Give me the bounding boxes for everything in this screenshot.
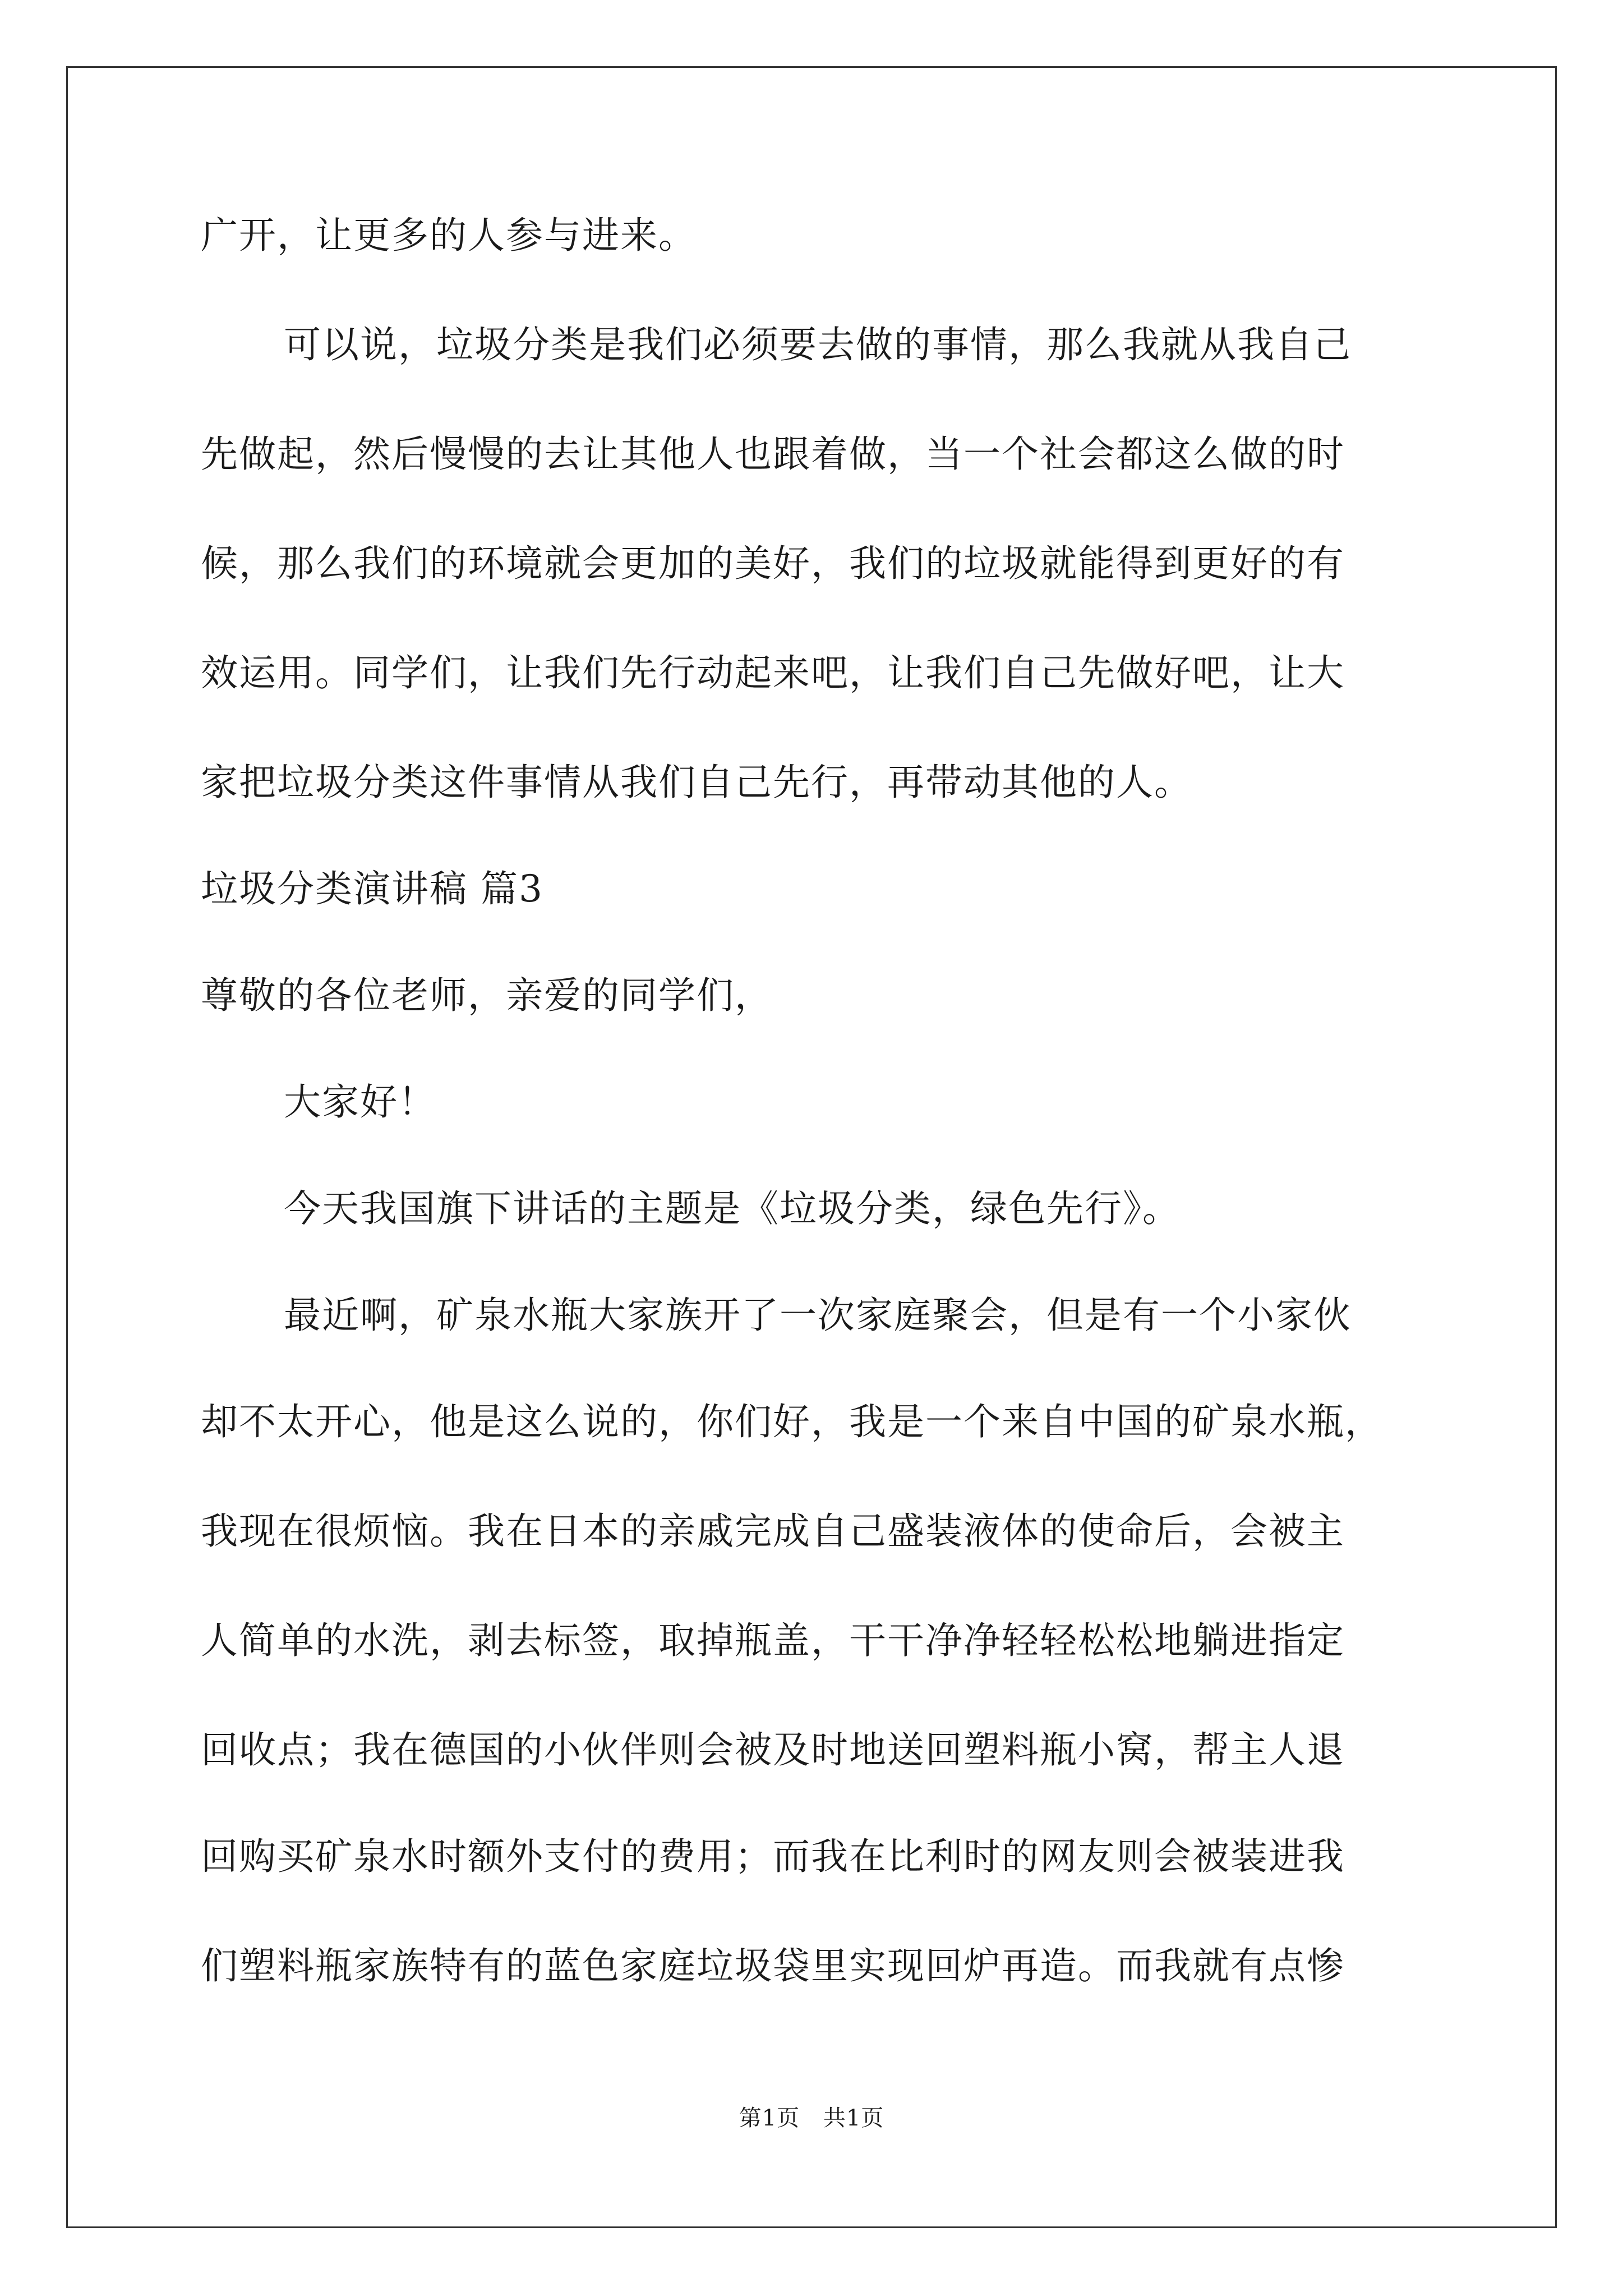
text-line-11: 最近啊，矿泉水瓶大家族开了一次家庭聚会，但是有一个小家伙 [284, 1294, 1352, 1337]
page-number: 第1页 [739, 2105, 800, 2131]
text-line-14: 人简单的水洗，剥去标签，取掉瓶盖，干干净净轻轻松松地躺进指定 [201, 1619, 1345, 1662]
text-line-15: 回收点；我在德国的小伙伴则会被及时地送回塑料瓶小窝，帮主人退 [201, 1728, 1345, 1772]
text-line-12: 却不太开心，他是这么说的，你们好，我是一个来自中国的矿泉水瓶， [201, 1400, 1383, 1443]
text-line-16: 回购买矿泉水时额外支付的费用；而我在比利时的网友则会被装进我 [201, 1835, 1345, 1878]
section-heading: 垃圾分类演讲稿 篇3 [201, 867, 543, 910]
text-line-3: 先做起，然后慢慢的去让其他人也跟着做，当一个社会都这么做的时 [201, 432, 1345, 476]
salutation: 尊敬的各位老师，亲爱的同学们， [201, 974, 773, 1017]
text-line-6: 家把垃圾分类这件事情从我们自己先行，再带动其他的人。 [201, 761, 1192, 804]
text-line-4: 候，那么我们的环境就会更加的美好，我们的垃圾就能得到更好的有 [201, 542, 1345, 585]
text-line-5: 效运用。同学们，让我们先行动起来吧，让我们自己先做好吧，让大 [201, 651, 1345, 694]
greeting: 大家好！ [284, 1080, 436, 1124]
text-line-10: 今天我国旗下讲话的主题是《垃圾分类，绿色先行》。 [284, 1187, 1181, 1230]
page-border [66, 66, 1557, 2228]
text-line-13: 我现在很烦恼。我在日本的亲戚完成自己盛装液体的使命后，会被主 [201, 1510, 1345, 1553]
page-total: 共1页 [823, 2105, 884, 2131]
text-line-1: 广开，让更多的人参与进来。 [201, 214, 697, 257]
text-line-17: 们塑料瓶家族特有的蓝色家庭垃圾袋里实现回炉再造。而我就有点惨 [201, 1944, 1345, 1987]
text-line-2: 可以说，垃圾分类是我们必须要去做的事情，那么我就从我自己 [284, 323, 1352, 366]
page-footer [0, 2102, 1623, 2134]
